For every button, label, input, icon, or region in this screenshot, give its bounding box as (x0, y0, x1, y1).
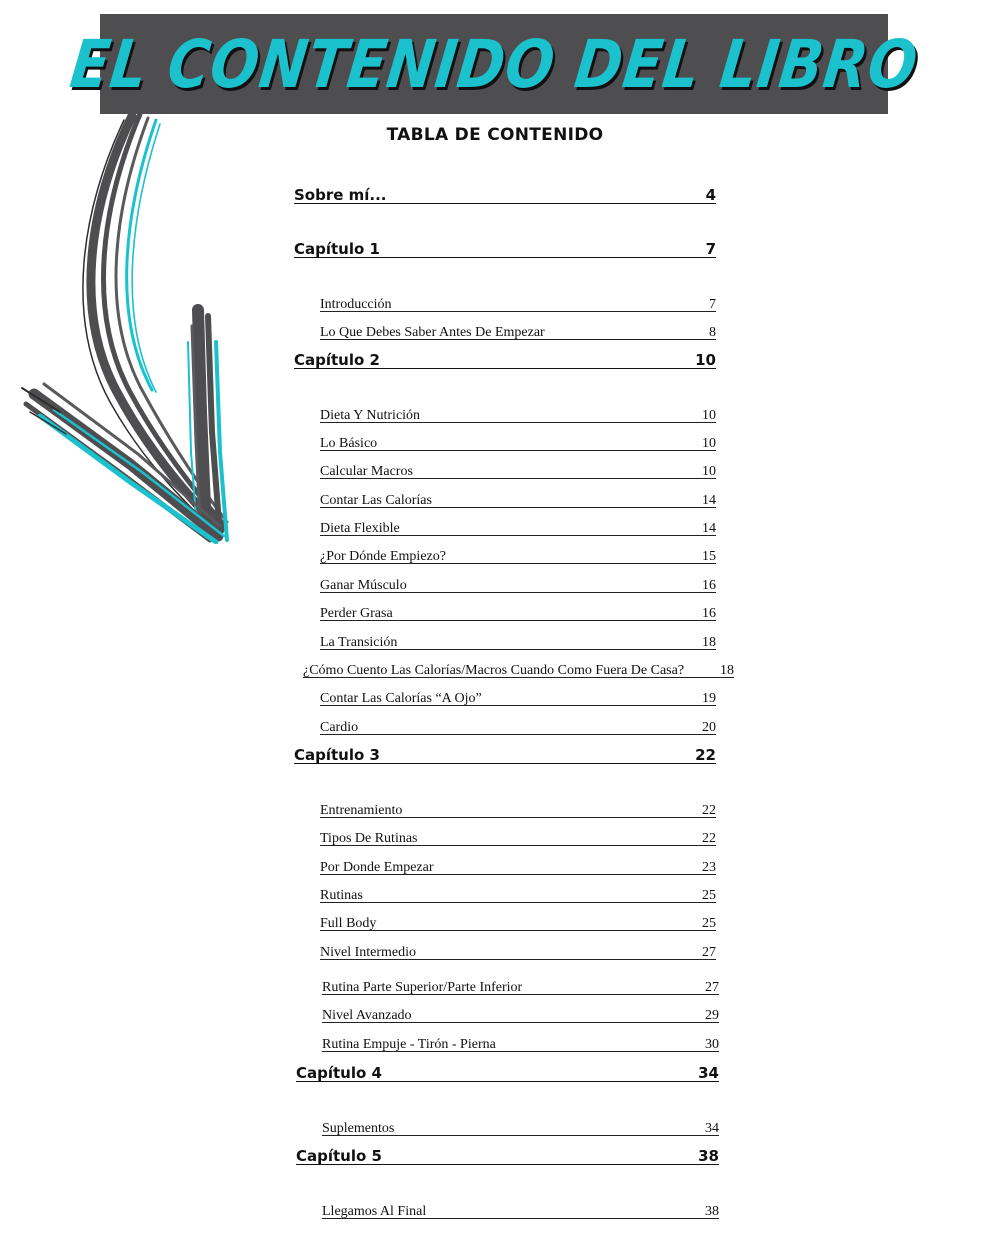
toc-section-entry (322, 1197, 719, 1221)
toc-entry-page: 4 (705, 186, 716, 204)
toc-section-entry (320, 853, 716, 877)
toc-section-entry (320, 457, 716, 481)
toc-chapter-entry (294, 742, 716, 766)
toc-entry-label: Rutina Empuje - Tirón - Pierna (322, 1037, 496, 1052)
toc-title: TABLA DE CONTENIDO (386, 125, 604, 145)
toc-section-entry (322, 1030, 719, 1054)
toc-section-entry (303, 656, 734, 680)
toc-entry-page: 15 (702, 549, 716, 564)
toc-section-entry (320, 571, 716, 595)
toc-entry-page: 25 (702, 888, 716, 903)
toc-section-entry (320, 796, 716, 820)
toc-entry-label: Dieta Flexible (320, 521, 400, 536)
toc-leader-line (320, 930, 716, 931)
toc-entry-page: 22 (702, 831, 716, 846)
toc-entry-page: 10 (702, 408, 716, 423)
toc-section-entry (320, 824, 716, 848)
toc-entry-page: 34 (698, 1064, 719, 1082)
toc-leader-line (320, 734, 716, 735)
toc-entry-page: 18 (702, 635, 716, 650)
toc-entry-page: 10 (702, 436, 716, 451)
toc-chapter-entry (294, 347, 716, 371)
toc-entry-label: Introducción (320, 297, 392, 312)
toc-entry-label: Rutina Parte Superior/Parte Inferior (322, 980, 523, 995)
toc-entry-page: 16 (702, 578, 716, 593)
toc-entry-label: Contar Las Calorías (320, 493, 432, 508)
toc-entry-page: 27 (702, 945, 716, 960)
toc-entry-label: La Transición (320, 635, 398, 650)
toc-entry-label: ¿Por Dónde Empiezo? (320, 549, 446, 564)
toc-entry-label: Dieta Y Nutrición (320, 408, 421, 423)
toc-entry-page: 16 (702, 606, 716, 621)
toc-leader-line (320, 902, 716, 903)
toc-section-entry (320, 401, 716, 425)
toc-chapter-entry (296, 1060, 719, 1084)
toc-entry-label: Capítulo 2 (294, 351, 380, 369)
toc-section-entry (320, 542, 716, 566)
toc-entry-page: 8 (709, 325, 716, 340)
toc-entry-label: Rutinas (320, 888, 363, 903)
toc-chapter-entry (296, 1143, 719, 1167)
title-banner (66, 14, 922, 114)
toc-entry-label: Entrenamiento (320, 803, 403, 818)
toc-section-entry (322, 1001, 719, 1025)
toc-entry-label: Llegamos Al Final (322, 1204, 427, 1219)
toc-section-entry (320, 684, 716, 708)
toc-entry-label: Suplementos (322, 1121, 395, 1136)
toc-entry-label: Lo Que Debes Saber Antes De Empezar (320, 325, 545, 340)
toc-entry-page: 20 (702, 720, 716, 735)
toc-entry-label: Tipos De Rutinas (320, 831, 418, 846)
toc-entry-label: Nivel Intermedio (320, 945, 417, 960)
toc-entry-label: Nivel Avanzado (322, 1008, 412, 1023)
toc-entry-page: 7 (709, 297, 716, 312)
toc-entry-label: Cardio (320, 720, 359, 735)
toc-entry-page: 18 (720, 663, 734, 678)
toc-entry-label: Por Donde Empezar (320, 860, 434, 875)
toc-entry-page: 38 (705, 1204, 719, 1219)
toc-entry-page: 7 (705, 240, 716, 258)
toc-section-entry (320, 628, 716, 652)
toc-entry-page: 19 (702, 691, 716, 706)
toc-entry-page: 30 (705, 1037, 719, 1052)
toc-section-entry (322, 1114, 719, 1138)
toc-section-entry (320, 881, 716, 905)
toc-entry-page: 23 (702, 860, 716, 875)
toc-section-entry (320, 909, 716, 933)
toc-entry-page: 25 (702, 916, 716, 931)
toc-entry-label: Lo Básico (320, 436, 378, 451)
toc-entry-label: Contar Las Calorías “A Ojo” (320, 691, 482, 706)
toc-entry-page: 27 (705, 980, 719, 995)
toc-entry-page: 22 (702, 803, 716, 818)
toc-entry-page: 10 (695, 351, 716, 369)
toc-entry-page: 10 (702, 464, 716, 479)
toc-section-entry (320, 514, 716, 538)
toc-chapter-entry (294, 236, 716, 260)
toc-entry-label: Capítulo 3 (294, 746, 380, 764)
toc-entry-page: 22 (695, 746, 716, 764)
toc-entry-page: 29 (705, 1008, 719, 1023)
toc-entry-label: Capítulo 1 (294, 240, 380, 258)
toc-section-entry (320, 486, 716, 510)
toc-section-entry (320, 599, 716, 623)
toc-section-entry (320, 713, 716, 737)
toc-entry-label: Calcular Macros (320, 464, 413, 479)
toc-entry-label: Sobre mí... (294, 186, 387, 204)
toc-entry-label: Capítulo 5 (296, 1147, 382, 1165)
banner-title: EL CONTENIDO DEL LIBRO (66, 25, 922, 103)
toc-entry-label: Perder Grasa (320, 606, 393, 621)
toc-chapter-entry (294, 182, 716, 206)
toc-section-entry (322, 973, 719, 997)
toc-entry-page: 14 (702, 493, 716, 508)
toc-entry-label: ¿Cómo Cuento Las Calorías/Macros Cuando Como Fuera De Casa? (303, 663, 685, 678)
toc-section-entry (320, 290, 716, 314)
toc-entry-page: 38 (698, 1147, 719, 1165)
arrow-down-right-icon (20, 112, 235, 544)
toc-section-entry (320, 429, 716, 453)
toc-entry-label: Capítulo 4 (296, 1064, 382, 1082)
toc-entry-page: 14 (702, 521, 716, 536)
toc-section-entry (320, 318, 716, 342)
toc-entry-label: Full Body (320, 916, 377, 931)
toc-entry-page: 34 (705, 1121, 719, 1136)
toc-section-entry (320, 938, 716, 962)
toc-leader-line (320, 450, 716, 451)
toc-entry-label: Ganar Músculo (320, 578, 407, 593)
